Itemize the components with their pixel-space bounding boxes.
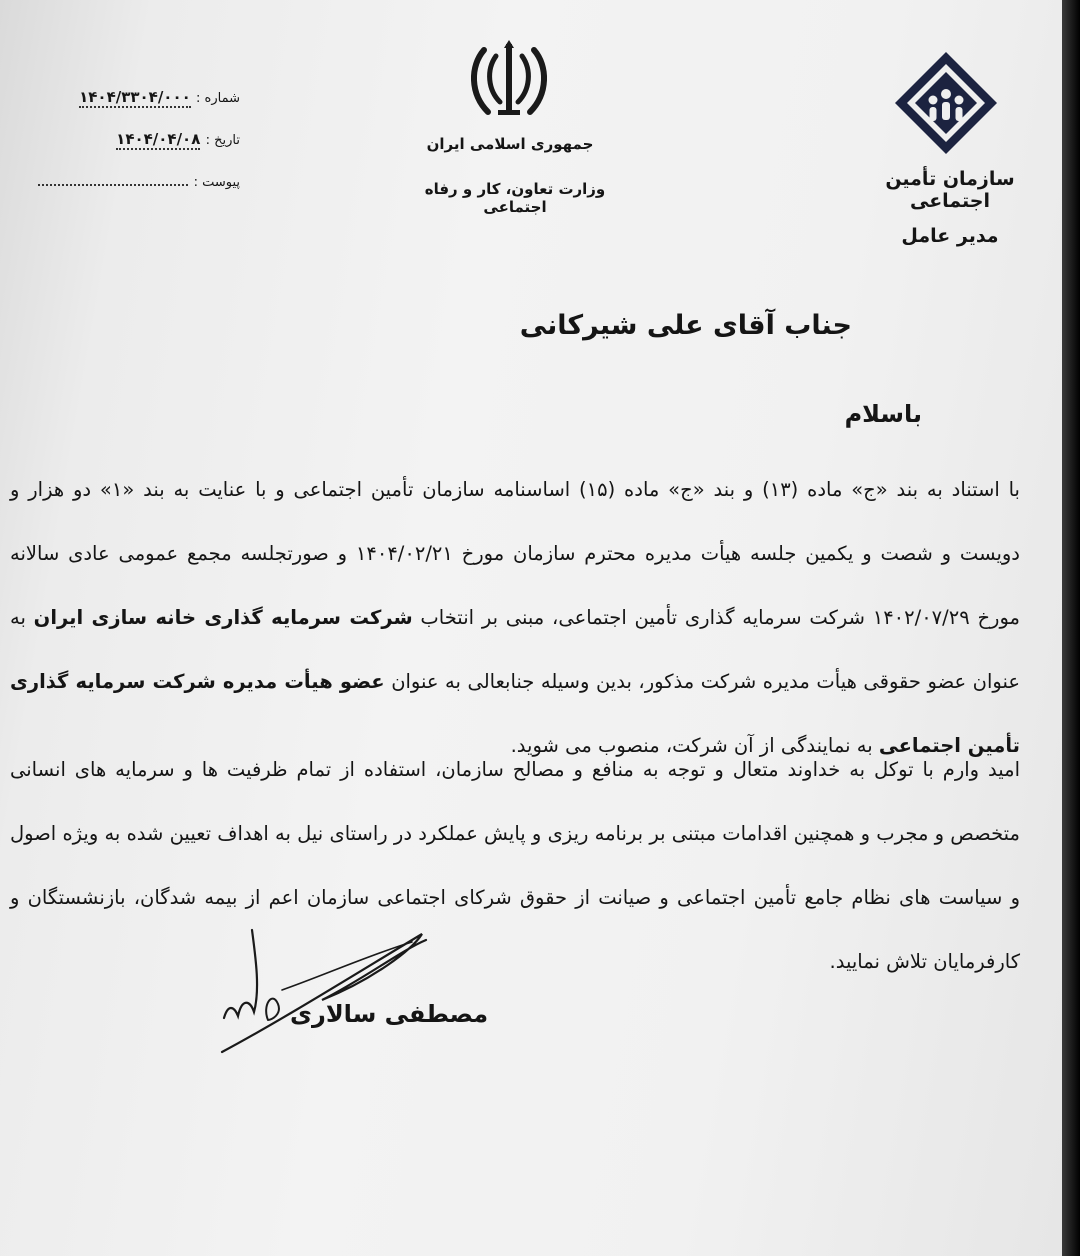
recipient: جناب آقای علی شیرکانی xyxy=(519,310,852,341)
social-security-logo-icon xyxy=(893,50,999,156)
p1-company: شرکت سرمایه گذاری خانه سازی ایران xyxy=(33,606,413,629)
greeting: باسلام xyxy=(844,400,922,428)
letter-number xyxy=(0,88,240,108)
attachment-label: پیوست : xyxy=(193,175,240,190)
letter-attachment xyxy=(0,172,240,190)
letter-date xyxy=(0,130,240,150)
org-role: مدیر عامل xyxy=(901,225,999,247)
paragraph-wishes: امید وارم با توکل به خداوند متعال و توجه به منافع و مصالح سازمان، استفاده از تمام ظرفیت ها و سرمایه های انسانی متخصص و مجرب و همچنین اقدامات مبتنی بر برنامه ریزی و پایش عملکرد در راستای نیل به اهداف تعیین شده به ویژه اصول و سیاست های نظام جامع تأمین اجتماعی و صیانت از حقوق شرکای اجتماعی سازمان اعم از بیمه شدگان، بازنشستگان و کارفرمایان تلاش نمایید. xyxy=(10,758,1020,973)
date-value: ۱۴۰۴/۰۴/۰۸ xyxy=(116,130,201,148)
p1-part-c: به عنوان عضو حقوقی هیأت مدیره شرکت مذکور، بدین وسیله جنابعالی به عنوان xyxy=(10,606,1021,693)
scan-edge xyxy=(1062,0,1080,1256)
date-label: تاریخ : xyxy=(205,133,240,148)
number-label: شماره : xyxy=(196,91,240,106)
p1-part-a: با استناد به بند «ج» ماده (۱۳) و بند «ج» ماده (۱۵) اساسنامه سازمان تأمین اجتماعی و با عنایت به بند «۱» دو هزار و دویست و شصت و یکمین جلسه هیأت مدیره محترم سازمان مورخ ۱۴۰۴/۰۲/۲۱ و صورتجلسه مجمع عمومی عادی سالانه مورخ ۱۴۰۲/۰۷/۲۹ شرکت سرمایه گذاری تأمین اجتماعی، مبنی بر انتخاب xyxy=(10,478,1020,629)
paragraph-appointment xyxy=(10,458,1020,778)
org-name: سازمان تأمین اجتماعی xyxy=(885,168,1015,212)
iran-emblem-icon xyxy=(464,38,554,124)
ministry-title: وزارت تعاون، کار و رفاه اجتماعی xyxy=(424,180,606,216)
attachment-dots xyxy=(38,184,188,186)
p1-part-e: به نمایندگی از آن شرکت، منصوب می شوید. xyxy=(510,734,873,757)
handwritten-signature-icon xyxy=(212,920,442,1060)
number-value: ۱۴۰۴/۳۳۰۴/۰۰۰ xyxy=(79,88,191,106)
p1-position: عضو هیأت مدیره شرکت سرمایه گذاری تأمین اجتماعی xyxy=(10,670,1020,757)
signatory-name: مصطفی سالاری xyxy=(290,1000,489,1028)
republic-title: جمهوری اسلامی ایران xyxy=(426,135,594,153)
